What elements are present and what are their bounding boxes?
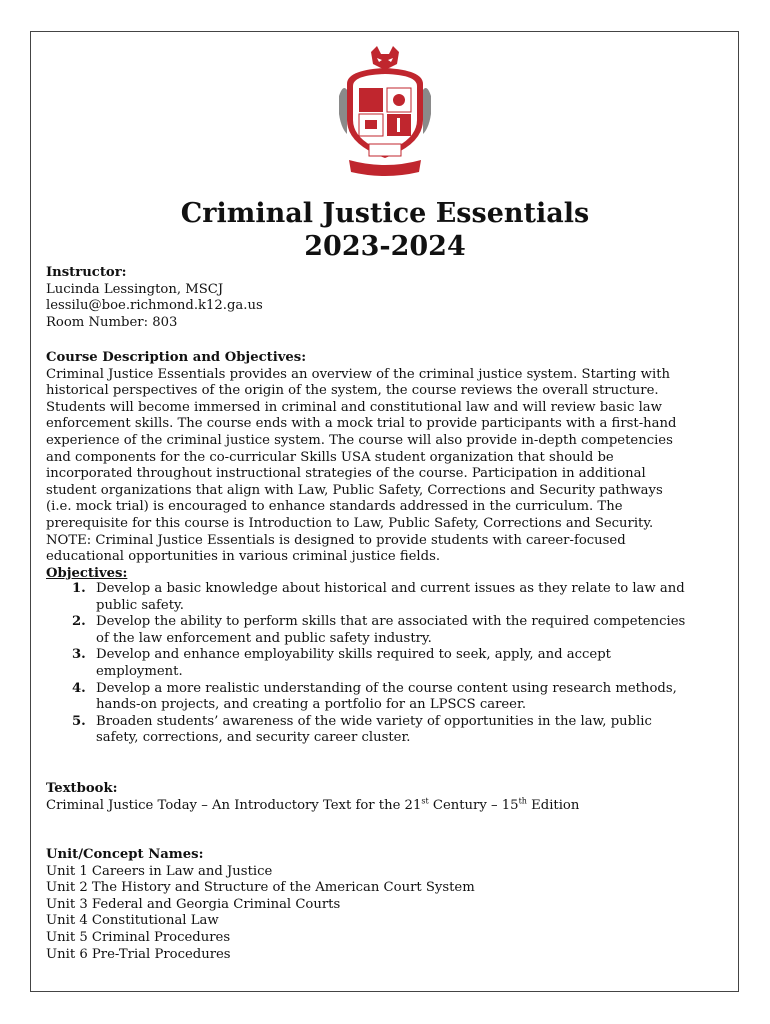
description-line: experience of the criminal justice system. The course will also provide in-depth competencies — [46, 432, 673, 448]
description-line: prerequisite for this course is Introduction to Law, Public Safety, Corrections and Security. — [46, 515, 654, 531]
objective-number: 3. — [72, 647, 86, 663]
description-line: NOTE: Criminal Justice Essentials is designed to provide students with career-focused — [46, 532, 626, 548]
instructor-label: Instructor: — [46, 265, 127, 280]
textbook-title-part: Century – 15 — [428, 797, 519, 813]
units-label: Unit/Concept Names: — [46, 847, 204, 862]
objective-line: Develop and enhance employability skills required to seek, apply, and accept — [96, 647, 611, 663]
objective-number: 4. — [72, 680, 86, 696]
description-line: Criminal Justice Essentials provides an overview of the criminal justice system. Starting with — [46, 366, 670, 382]
objective-item — [46, 714, 726, 747]
objective-number: 1. — [72, 581, 86, 596]
objective-item — [46, 681, 726, 714]
textbook-superscript: th — [518, 796, 527, 806]
description-label: Course Description and Objectives: — [46, 350, 307, 365]
instructor-section — [46, 265, 726, 331]
objective-line: Develop a basic knowledge about historical and current issues as they relate to law and — [96, 581, 685, 596]
unit-item: Unit 4 Constitutional Law — [46, 913, 219, 929]
textbook-label: Textbook: — [46, 781, 118, 796]
units-section — [46, 847, 726, 963]
objective-item — [46, 581, 726, 614]
objective-line: Develop a more realistic understanding of the course content using research methods, — [96, 680, 677, 696]
description-line: student organizations that align with Law, Public Safety, Corrections and Security pathways — [46, 482, 663, 498]
document-title: Criminal Justice Essentials — [180, 198, 590, 229]
description-line: historical perspectives of the origin of the system, the course reviews the overall structure. — [46, 383, 659, 399]
description-line: (i.e. mock trial) is encouraged to enhance standards addressed in the curriculum. The — [46, 499, 623, 515]
instructor-name: Lucinda Lessington, MSCJ — [46, 281, 224, 297]
unit-item: Unit 5 Criminal Procedures — [46, 929, 231, 945]
objectives-list — [46, 581, 726, 747]
instructor-email: lessilu@boe.richmond.k12.ga.us — [46, 298, 263, 314]
objectives-label: Objectives: — [46, 565, 128, 581]
description-line: incorporated throughout instructional strategies of the course. Participation in additional — [46, 466, 646, 482]
objective-line: Broaden students’ awareness of the wide variety of opportunities in the law, public — [96, 713, 652, 729]
textbook-title — [46, 798, 726, 815]
description-line: educational opportunities in various criminal justice fields. — [46, 549, 441, 565]
objective-item — [46, 647, 726, 680]
description-line: enforcement skills. The course ends with a mock trial to provide participants with a first-hand — [46, 416, 677, 432]
textbook-title-part: Edition — [526, 797, 580, 813]
description-section — [46, 350, 726, 582]
objective-line: Develop the ability to perform skills that are associated with the required competencies — [96, 614, 686, 630]
unit-item: Unit 1 Careers in Law and Justice — [46, 863, 273, 879]
objective-line: public safety. — [96, 597, 184, 613]
textbook-superscript: st — [421, 796, 429, 806]
objective-line: safety, corrections, and security career cluster. — [96, 730, 411, 746]
unit-item: Unit 2 The History and Structure of the American Court System — [46, 880, 475, 896]
school-seal-logo — [335, 44, 435, 178]
unit-item: Unit 6 Pre-Trial Procedures — [46, 946, 231, 962]
textbook-section — [46, 781, 726, 814]
school-year: 2023-2024 — [304, 231, 466, 262]
textbook-title-part: Criminal Justice Today – An Introductory Text for the 21 — [46, 797, 422, 813]
objective-line: hands-on projects, and creating a portfolio for an LPSCS career. — [96, 697, 527, 713]
objective-line: of the law enforcement and public safety industry. — [96, 630, 432, 646]
objective-number: 5. — [72, 713, 86, 729]
objective-item — [46, 614, 726, 647]
objective-line: employment. — [96, 663, 183, 679]
description-line: and components for the co-curricular Skills USA student organization that should be — [46, 449, 614, 465]
unit-item: Unit 3 Federal and Georgia Criminal Courts — [46, 896, 341, 912]
objective-number: 2. — [72, 614, 86, 630]
room-number: Room Number: 803 — [46, 314, 178, 330]
description-line: Students will become immersed in criminal and constitutional law and will review basic law — [46, 399, 662, 415]
